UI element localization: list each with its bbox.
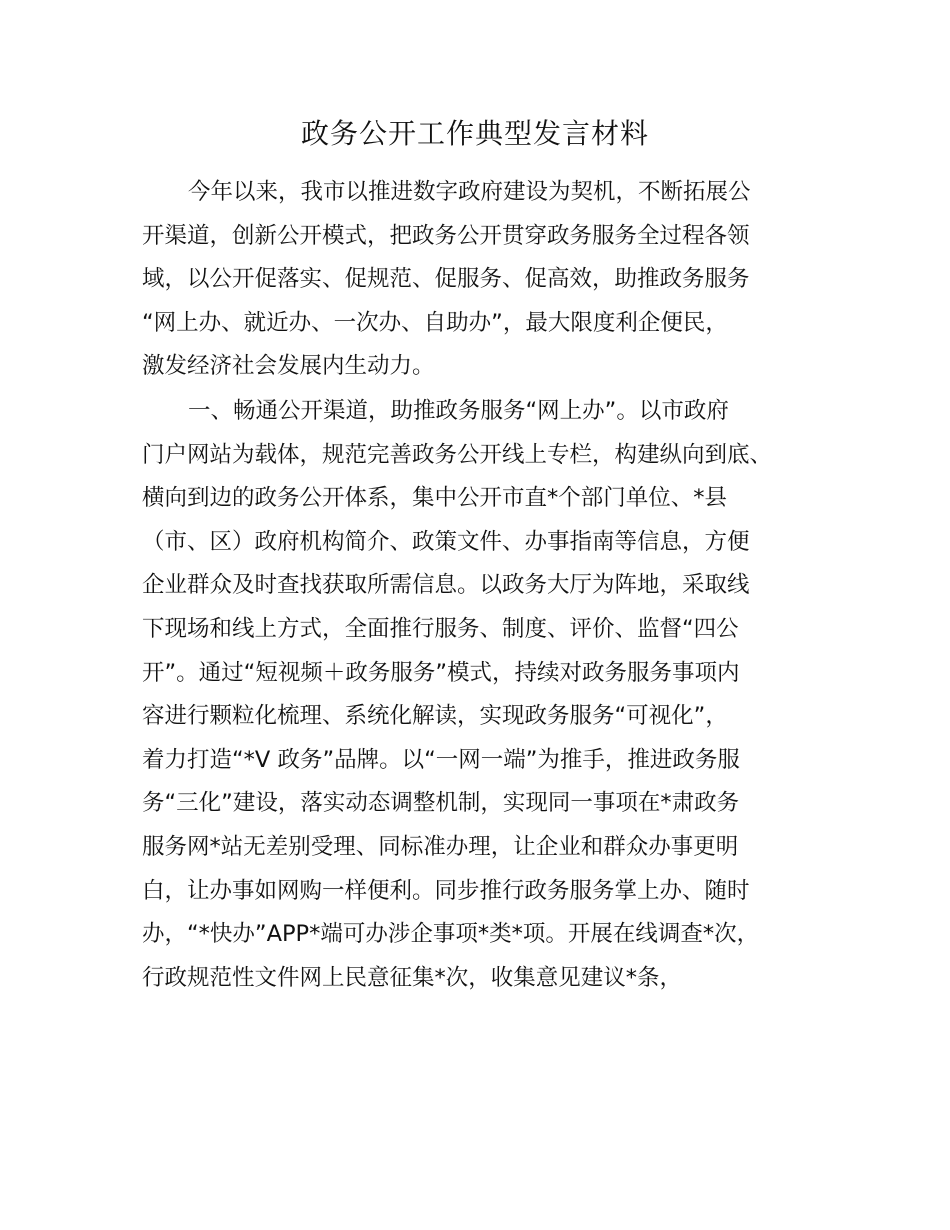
paragraph-line: 着力打造“*V 政务”品牌。以“一网一端”为推手，推进政务服: [142, 746, 740, 773]
paragraph-line: 域，以公开促落实、促规范、促服务、促高效，助推政务服务: [142, 266, 750, 293]
paragraph-line: 开”。通过“短视频＋政务服务”模式，持续对政务服务事项内: [142, 659, 740, 686]
paragraph-line: 激发经济社会发展内生动力。: [142, 353, 435, 380]
paragraph-line: 行政规范性文件网上民意征集*次，收集意见建议*条，: [142, 964, 683, 991]
paragraph-line: “网上办、就近办、一次办、自助办”，最大限度利企便民，: [142, 309, 728, 336]
page-title: 政务公开工作典型发言材料: [300, 117, 649, 150]
paragraph-line: 服务网*站无差别受理、同标准办理，让企业和群众办事更明: [142, 833, 739, 860]
paragraph-line: 门户网站为载体，规范完善政务公开线上专栏，构建纵向到底、: [142, 441, 773, 468]
paragraph-line: 务“三化”建设，落实动态调整机制，实现同一事项在*肃政务: [142, 790, 740, 817]
paragraph-1: [142, 171, 822, 389]
paragraph-line: 横向到边的政务公开体系，集中公开市直*个部门单位、*县: [142, 485, 728, 512]
paragraph-line: 下现场和线上方式，全面推行服务、制度、评价、监督“四公: [142, 615, 739, 642]
paragraph-line: （市、区）政府机构简介、政策文件、办事指南等信息，方便: [142, 528, 750, 555]
paragraph-line: 办，“*快办”APP*端可办涉企事项*类*项。开展在线调查*次，: [142, 921, 760, 948]
paragraph-line: 白，让办事如网购一样便利。同步推行政务服务掌上办、随时: [142, 877, 750, 904]
paragraph-line: 一、畅通公开渠道，助推政务服务“网上办”。以市政府: [188, 398, 729, 424]
paragraph-line: 容进行颗粒化梳理、系统化解读，实现政务服务“可视化”，: [142, 703, 728, 730]
paragraph-line: 企业群众及时查找获取所需信息。以政务大厅为阵地，采取线: [142, 572, 750, 599]
paragraph-2: [142, 390, 822, 1000]
paragraph-line: 今年以来，我市以推进数字政府建设为契机，不断拓展公: [188, 179, 751, 205]
paragraph-line: 开渠道，创新公开模式，把政务公开贯穿政务服务全过程各领: [142, 222, 750, 249]
